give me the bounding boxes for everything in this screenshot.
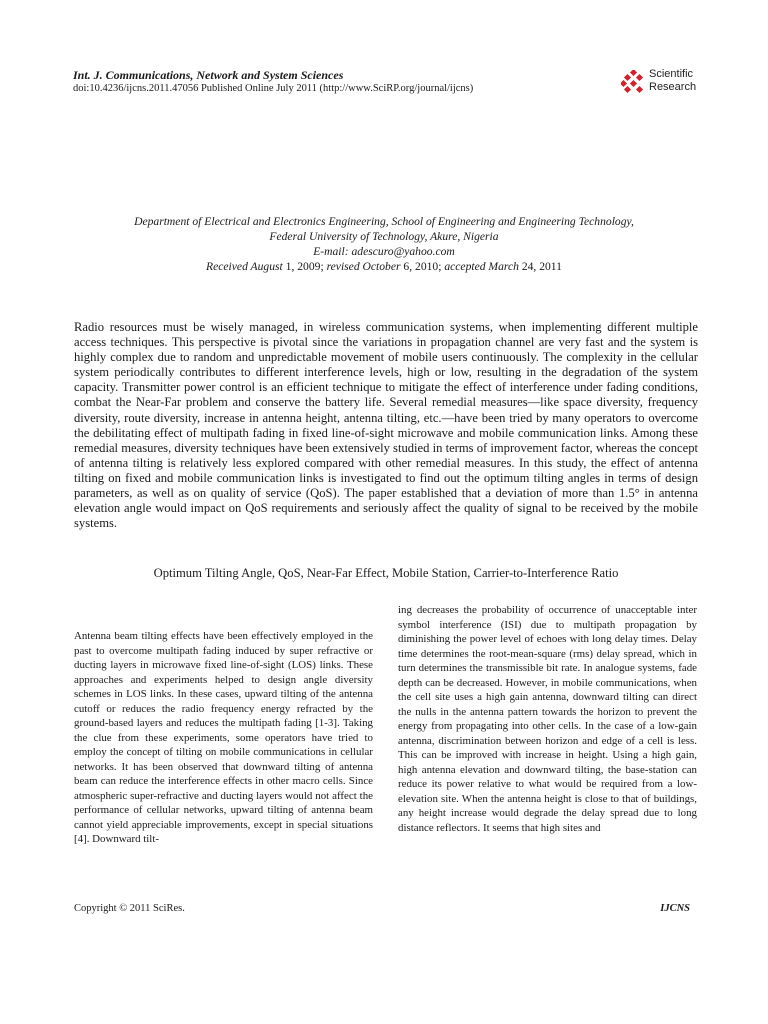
- copyright: Copyright © 2011 SciRes.: [74, 903, 185, 914]
- received-label: Received August: [206, 260, 283, 273]
- accepted-day: 24, 2011: [518, 260, 562, 273]
- body-right-column: ing decreases the probability of occurrence of unacceptable inter symbol interference (ISI) due to multipath propagation by diminishing the power level of echoes with long delay times. Delay time determines the root-mean-square (rms) delay spread, which in turn determines the transmissible bit rate. In analogue systems, fade depth can be decreased. However, in mobile communications, when the cell site uses a high gain antenna, downward tilting can direct the nulls in the antenna pattern towards the horizon to prevent the energy from propagating into other cells. In the case of a low-gain antenna, discrimination between horizon and edge of a cell is less. This can be improved with increase in height. Using a high gain, high antenna elevation and downward tilting, the base-station can reduce its power relative to what would be required from a low-elevation site. When the antenna height is close to that of buildings, any height increase would degrade the delay spread due to long distance reflectors. It seems that high sites and: [398, 604, 697, 834]
- received-day: 1, 2009;: [282, 260, 327, 273]
- publisher-logo: [621, 68, 701, 96]
- doi-line: doi:10.4236/ijcns.2011.47056 Published Online July 2011 (http://www.SciRP.org/journal/ijcns): [73, 83, 474, 94]
- abstract-text: Radio resources must be wisely managed, in wireless communication systems, when implementing different multiple access techniques. This perspective is pivotal since the variations in propagation channel are very fast and the system is highly complex due to random and unpredictable movement of mobile users continuously. The complexity in the cellular system periodically contributes to different interference levels, high or low, resulting in the degradation of the system capacity. Transmitter power control is an efficient technique to mitigate the effect of interference under fading conditions, combat the Near-Far problem and conserve the battery life. Several remedial measures—like space diversity, frequency diversity, route diversity, increase in antenna height, antenna tilting, etc.—have been tried by many operators to overcome the debilitating effect of multipath fading in fixed line-of-sight microwave and mobile communication links. Among these remedial measures, diversity techniques have been extensively studied in terms of improvement factor, whereas the concept of antenna tilting is relatively less explored compared with other remedial measures. In this study, the effect of antenna tilting on fixed and mobile communication links is investigated to find out the optimum tilting angles in terms of design parameters, as well as on quality of service (QoS). The paper established that a deviation of more than 1.5° in antenna elevation angle would impact on QoS requirements and seriously affect the quality of signal to be received by the mobile systems.: [74, 320, 698, 531]
- publisher-line-2: Research: [649, 81, 697, 93]
- keywords: Optimum Tilting Angle, QoS, Near-Far Effect, Mobile Station, Carrier-to-Interference Ratio: [153, 566, 619, 580]
- email: E-mail: adescuro@yahoo.com: [313, 245, 455, 258]
- body-left-column: Antenna beam tilting effects have been effectively employed in the past to overcome multipath fading induced by super refractive or ducting layers in microwave fixed line-of-sight (LOS) links. These approaches and experiments helped to design angle diversity schemes in LOS links. In these cases, upward tilting of the antenna cutoff or reduces the radio frequency energy refracted by the ground-based layers and reduces the multipath fading [1-3]. Taking the clue from these experiments, some operators have tried to employ the concept of tilting on mobile communications in cellular networks. It has been observed that downward tilting of antenna beam can reduce the interference effects in other macro cells. Since atmospheric super-refractive and ducting layers would not affect the performance of cellular networks, upward tilting of antenna beam cannot yield appreciable improvements, except in special situations [4]. Downward tilt-: [74, 630, 373, 845]
- journal-abbrev: IJCNS: [660, 903, 690, 914]
- scientific-research-logo-icon: [621, 70, 645, 94]
- journal-title: Int. J. Communications, Network and System Sciences: [73, 68, 344, 82]
- author-affiliation: [70, 214, 698, 274]
- dates-line: [70, 259, 698, 274]
- accepted-label: accepted March: [444, 260, 519, 273]
- university: Federal University of Technology, Akure, Nigeria: [269, 230, 499, 243]
- publisher-name: [649, 68, 696, 94]
- department: Department of Electrical and Electronics Engineering, School of Engineering and Engineering Technology,: [134, 215, 634, 228]
- revised-day: 6, 2010;: [400, 260, 445, 273]
- publisher-line-1: Scientific: [649, 68, 694, 80]
- revised-label: revised October: [326, 260, 401, 273]
